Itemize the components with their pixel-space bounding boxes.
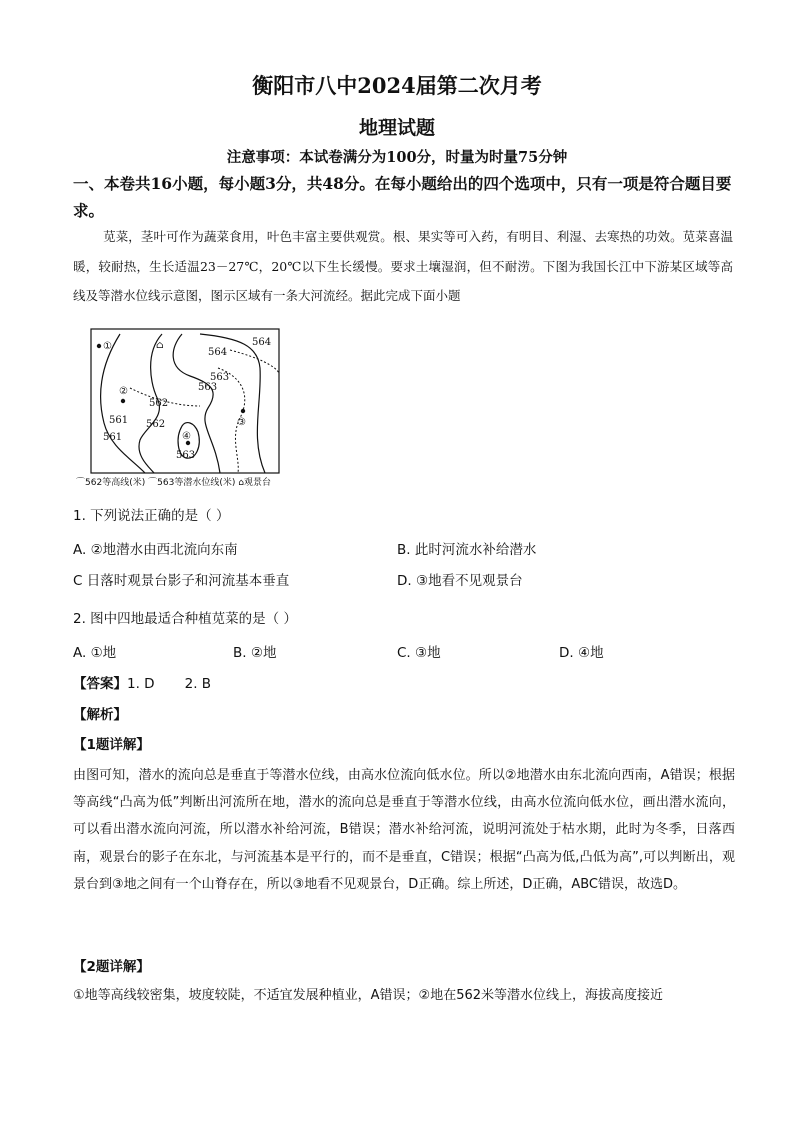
legend-contour-text: 等高线(米) — [102, 478, 146, 488]
answer-values: 1. D 2. B — [127, 676, 212, 692]
map-label-563c: 563 — [176, 450, 196, 461]
q1-option-c: C 日落时观景台影子和河流基本垂直 — [73, 573, 290, 589]
map-label-562a: 562 — [149, 398, 169, 409]
answer-line — [73, 672, 211, 692]
point-1-dot — [97, 344, 101, 348]
legend-water-text: 等潜水位线(米) — [174, 478, 236, 488]
contour-line-561 — [101, 334, 145, 473]
detail-1-tag: 【1题详解】 — [73, 737, 150, 753]
analysis-tag: 【解析】 — [73, 707, 127, 723]
map-label-564b: 564 — [208, 347, 228, 358]
contour-map — [90, 328, 282, 476]
subject-title: 地理试题 — [358, 117, 435, 139]
answer-tag: 【答案】 — [73, 676, 127, 692]
q2-option-c: C. ③地 — [397, 645, 441, 661]
map-tower-icon: ⌂ — [156, 340, 164, 351]
map-label-561a: 561 — [109, 415, 129, 426]
legend-water-symbol: ⌒ — [148, 478, 158, 488]
q2-option-d: D. ④地 — [559, 645, 604, 661]
legend-contour-value: 562 — [85, 478, 103, 488]
map-label-p4: ④ — [182, 431, 191, 442]
map-label-p1: ① — [103, 341, 112, 352]
q2-option-b: B. ②地 — [233, 645, 277, 661]
legend-tower-text: 观景台 — [243, 478, 271, 488]
map-label-563b: 563 — [198, 382, 218, 393]
map-label-564a: 564 — [252, 337, 272, 348]
legend-contour-symbol: ⌒ — [76, 478, 86, 488]
intro-paragraph — [73, 222, 733, 311]
detail-2-text: ①地等高线较密集，坡度较陡，不适宜发展种植业，A错误；②地在562米等潜水位线上，海拔高度接近 — [73, 988, 664, 1003]
q1-option-a: A. ②地潜水由西北流向东南 — [73, 542, 238, 558]
intro-text: 苋菜，茎叶可作为蔬菜食用，叶色丰富主要供观赏。根、果实等可入药，有明目、利湿、去寒热的功效。苋菜喜温暖，较耐热，生长适温23－27℃，20℃以下生长缓慢。要求土壤湿润，但不耐涝。下图为我国长江中下游某区域等高线及等潜水位线示意图，图示区域有一条大河流经。据此完成下面小题 — [73, 229, 733, 303]
map-label-563a: 563 — [210, 372, 230, 383]
detail-1-text: 由图可知，潜水的流向总是垂直于等潜水位线，由高水位流向低水位。所以②地潜水由东北流向西南，A错误；根据等高线“凸高为低”判断出河流所在地，潜水的流向总是垂直于等潜水位线，由高水位流向低水位，画出潜水流向，可以看出潜水流向河流，所以潜水补给河流，B错误；潜水补给河流，说明河流处于枯水期，此时为冬季，日落西南，观景台的影子在东北，与河流基本是平行的，而不是垂直，C错误；根据“凸高为低,凸低为高”,可以判断出，观景台到③地之间有一个山脊存在，所以③地看不见观景台，D正确。综上所述，D正确，ABC错误，故选D。 — [73, 768, 735, 892]
map-label-p3: ③ — [237, 417, 246, 428]
map-label-561b: 561 — [103, 432, 123, 443]
legend-tower-icon: ⌂ — [238, 478, 244, 488]
point-3-dot — [241, 409, 245, 413]
exam-title: 衡阳市八中2024届第二次月考 — [252, 73, 542, 98]
point-2-dot — [121, 399, 125, 403]
q1-option-b: B. 此时河流水补给潜水 — [397, 542, 537, 558]
detail-2-tag: 【2题详解】 — [73, 959, 150, 975]
map-label-p2: ② — [119, 386, 128, 397]
section-heading: 一、本卷共16小题，每小题3分，共48分。在每小题给出的四个选项中，只有一项是符合题目要求。 — [73, 174, 732, 220]
q1-stem: 1. 下列说法正确的是（ ） — [73, 508, 230, 524]
map-label-562b: 562 — [146, 419, 166, 430]
q2-stem: 2. 图中四地最适合种植苋菜的是（ ） — [73, 611, 297, 627]
notice: 注意事项：本试卷满分为100分，时量为时量75分钟 — [226, 149, 568, 166]
legend-water-value: 563 — [157, 478, 175, 488]
map-legend — [76, 475, 271, 488]
q1-option-d: D. ③地看不见观景台 — [397, 573, 523, 589]
q2-option-a: A. ①地 — [73, 645, 117, 661]
